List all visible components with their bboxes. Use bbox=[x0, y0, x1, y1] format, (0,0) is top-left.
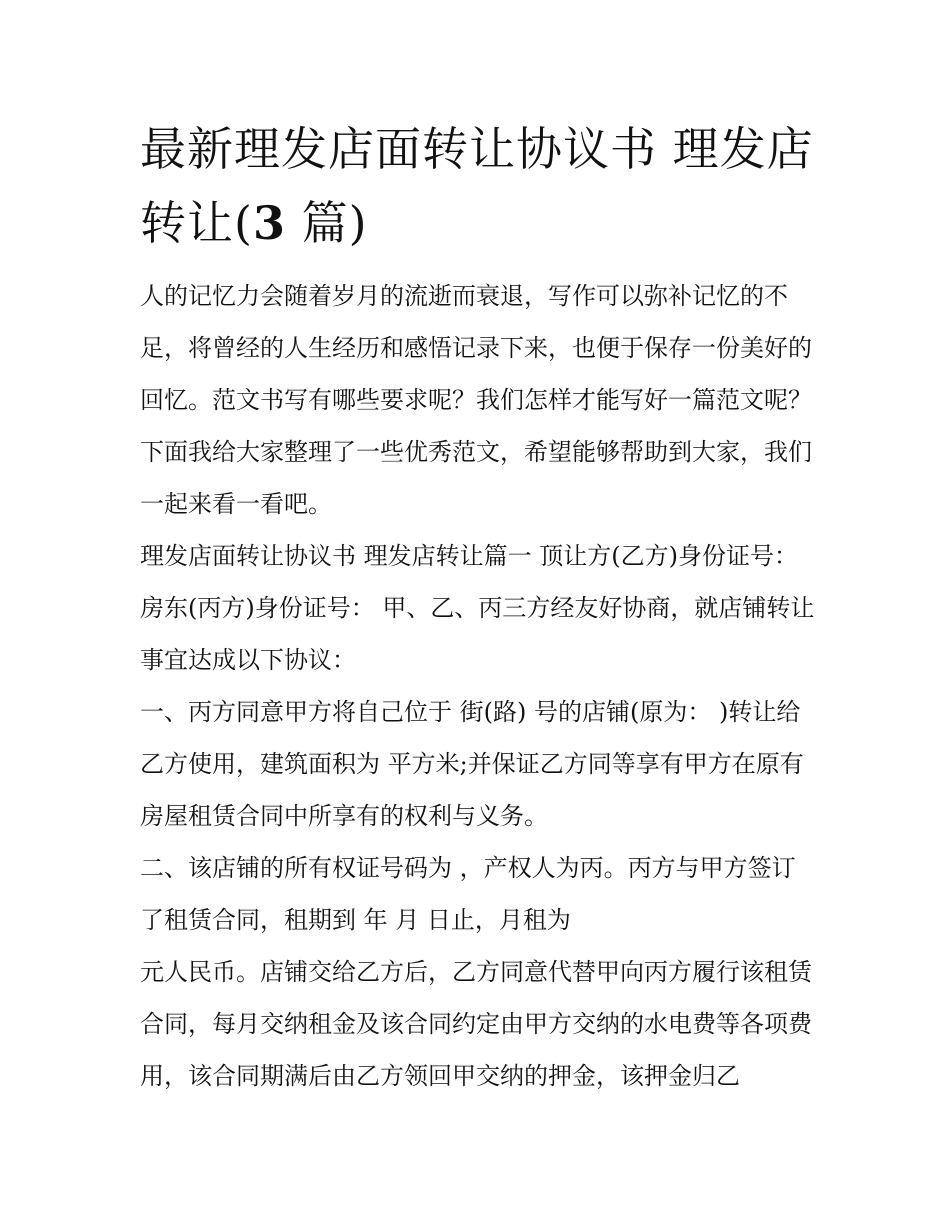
title-number: 3 bbox=[252, 196, 286, 250]
document-content bbox=[140, 112, 816, 1102]
intro-paragraph: 人的记忆力会随着岁月的流逝而衰退，写作可以弥补记忆的不足，将曾经的人生经历和感悟记录下来，也便于保存一份美好的回忆。范文书写有哪些要求呢？我们怎样才能写好一篇范文呢？下面我给大家整理了一些优秀范文，希望能够帮助到大家，我们一起来看一看吧。 bbox=[140, 282, 812, 518]
document-body bbox=[140, 270, 816, 1102]
title-tail-text: 篇) bbox=[285, 196, 368, 250]
title-main-text: 最新理发店面转让协议书 理发店转让( bbox=[140, 122, 814, 250]
agreement-intro-paragraph: 理发店面转让协议书 理发店转让篇一 顶让方(乙方)身份证号： 房东(丙方)身份证号： 甲、乙、丙三方经友好协商，就店铺转让事宜达成以下协议： bbox=[140, 542, 815, 674]
clause-two-paragraph: 二、该店铺的所有权证号码为 ，产权人为丙。丙方与甲方签订了租赁合同，租期到 年 月 日止，月租为 bbox=[140, 854, 796, 934]
clause-two-continued-paragraph: 元人民币。店铺交给乙方后，乙方同意代替甲向丙方履行该租赁合同，每月交纳租金及该合同约定由甲方交纳的水电费等各项费用，该合同期满后由乙方领回甲交纳的押金，该押金归乙 bbox=[140, 958, 812, 1090]
document-title bbox=[140, 112, 816, 260]
clause-one-paragraph: 一、丙方同意甲方将自己位于 街(路) 号的店铺(原为： )转让给乙方使用，建筑面积为 平方米;并保证乙方同等享有甲方在原有房屋租赁合同中所享有的权利与义务。 bbox=[140, 698, 804, 830]
